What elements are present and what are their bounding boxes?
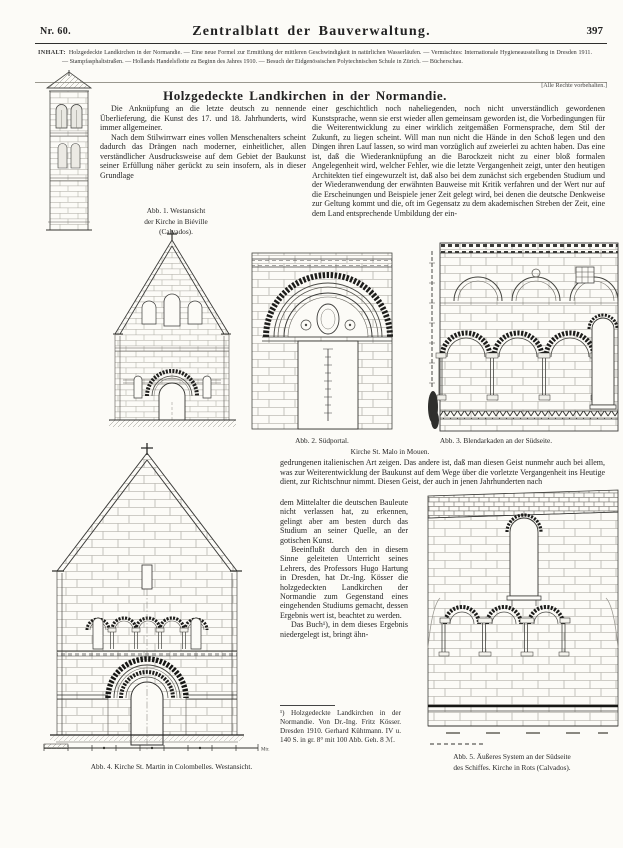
table-of-contents xyxy=(38,49,592,67)
paragraph: Die Anknüpfung an die letzte deutsch zu nennende Überlieferung, die Kunst des 17. und 18. Jahrhunderts, wird immer allgemeiner. xyxy=(100,104,306,132)
middle-full-paragraph xyxy=(280,458,605,487)
inhalt-label: INHALT: xyxy=(38,50,66,56)
fig2-portal-drawing xyxy=(250,247,394,430)
fig3-caption: Abb. 3. Blendarkaden an der Südseite. xyxy=(439,436,553,445)
fig2-caption: Abb. 2. Südportal. xyxy=(295,436,349,445)
paragraph: Nach dem Stilwirrwarr eines vollen Menschenalters scheint dadurch das Drängen nach moderner, einheitlicher, allen verständlicher Ausdrucksweise auf dem Gebiet der Baukunst seiner Erfüllung näher gerückt zu sein insofern, als in dieser Grundlage xyxy=(100,132,306,180)
fig2-fig3-shared-caption: Kirche St. Malo in Mouen. xyxy=(350,447,430,456)
right-column xyxy=(312,104,605,218)
footnote: ¹) Holzgedeckte Landkirchen in der Normandie. Von Dr.-Ing. Fritz Kösser. Dresden 1910. Gerhard Kühtmann. IV u. 140 S. in gr. 8° mit 100 Abb. Geh. 8 ℳ. xyxy=(280,709,401,744)
header-rule xyxy=(35,43,607,44)
inhalt-text: Holzgedeckte Landkirchen in der Normandie. — Eine neue Formel zur Ermittlung der mittleren Geschwindigkeit in natürlichen Wasserläufen. — Vermischtes: Internationale Hygieneausstellung in Dresden 1911. — Stampfasphaltstraßen. — Hollands Handelsflotte zu Beginn des Jahres 1910. — Besuch der Eidgenössischen Polytechnischen Schule in Zürich. — Bücherschau. xyxy=(62,50,592,66)
fig1-caption: Abb. 1. Westansicht der Kirche in Biéville (Calvados). xyxy=(144,206,208,236)
middle-narrow-column xyxy=(280,498,408,639)
fig3-arcade-drawing xyxy=(426,241,620,431)
fig4-church-facade-drawing xyxy=(32,443,285,755)
footnote-separator xyxy=(280,705,335,706)
fig5-caption: Abb. 5. Äußeres System an der Südseite des Schiffes. Kirche in Rots (Calvados). xyxy=(453,752,571,772)
fig4-caption: Abb. 4. Kirche St. Martin in Colombelles. Westansicht. xyxy=(90,762,253,771)
paragraph: einer geschichtlich noch naheliegenden, noch nicht unverständlich gewordenen Kunstsprache, wenn sie erst wieder allen gemeinsam geworden ist, die Vorbedingungen für die Weiterentwicklung zu einer wirklich zeitgemäßen Formensprache, dem Stil der Zukunft, zu liegen scheint. Will man nun nicht die Hände in den Schoß legen und den Dingen ihren Lauf lassen, so wird man vorzüglich auf zweierlei zu achten haben. Das eine ist, daß die Wiederanknüpfung an die Barockzeit nicht zu einer bloß formalen Angelegenheit wird, welcher Fehler, wie die letzte Vergangenheit zeigt, unter den heutigen Architekten tief eingewurzelt ist, daß also bei dem zunächst sich ergebenden Studium und der Wiederanwendung der erwähnten Bauweise mit Kritik verfahren und der Wert nur auf die Erscheinungen und Beispiele jener Zeit gelegt wird, bei denen die deutsche Denkweise zur Geltung kommt und die, oft im Gegensatz zu dem akademischen Streben der Zeit, eine dem Land entsprechende Umbildung der ein- xyxy=(312,104,605,218)
fig4-scale-label: Mtr. xyxy=(261,747,270,753)
left-column xyxy=(100,104,306,180)
page-number: 397 xyxy=(586,25,603,37)
fig1-church-facade-drawing xyxy=(95,230,250,428)
fig1-tower-drawing xyxy=(37,70,101,235)
paragraph: Das Buch¹), in dem dieses Ergebnis niedergelegt ist, bringt ähn- xyxy=(280,620,408,639)
rights-notice: [Alle Rechte vorbehalten.] xyxy=(541,82,607,89)
paragraph: gedrungenen italienischen Art zeigen. Das andere ist, daß man diesen Geist nunmehr auch bei allem, was zur Weiterentwicklung der Baukunst auf dem Wege über die vorletzte Vergangenheit ins Heutige dient, zur Richtschnur nimmt. Diesen Geist, der auch in jenen Jahrhunderten nach xyxy=(280,458,605,486)
paragraph: Beeinflußt durch den in diesem Sinne geleiteten Unterricht seines Lehrers, des Professors Hugo Hartung in Dresden, hat Dr.-Ing. Kösser die holzgedeckten Landkirchen der Normandie zum Gegenstand eines eingehenden Studiums gemacht, dessen Ergebnis wert ist, beachtet zu werden. xyxy=(280,545,408,620)
article-title: Holzgedeckte Landkirchen in der Normandie. xyxy=(163,88,447,103)
fig5-wall-system-drawing xyxy=(426,488,620,748)
issue-number: Nr. 60. xyxy=(40,26,72,37)
paragraph: dem Mittelalter die deutschen Bauleute nicht verlassen hat, zu erkennen, gelingt aber am besten durch das Studium an seiner Quelle, an der gotischen Kunst. xyxy=(280,498,408,545)
journal-title: Zentralblatt der Bauverwaltung. xyxy=(192,24,431,39)
